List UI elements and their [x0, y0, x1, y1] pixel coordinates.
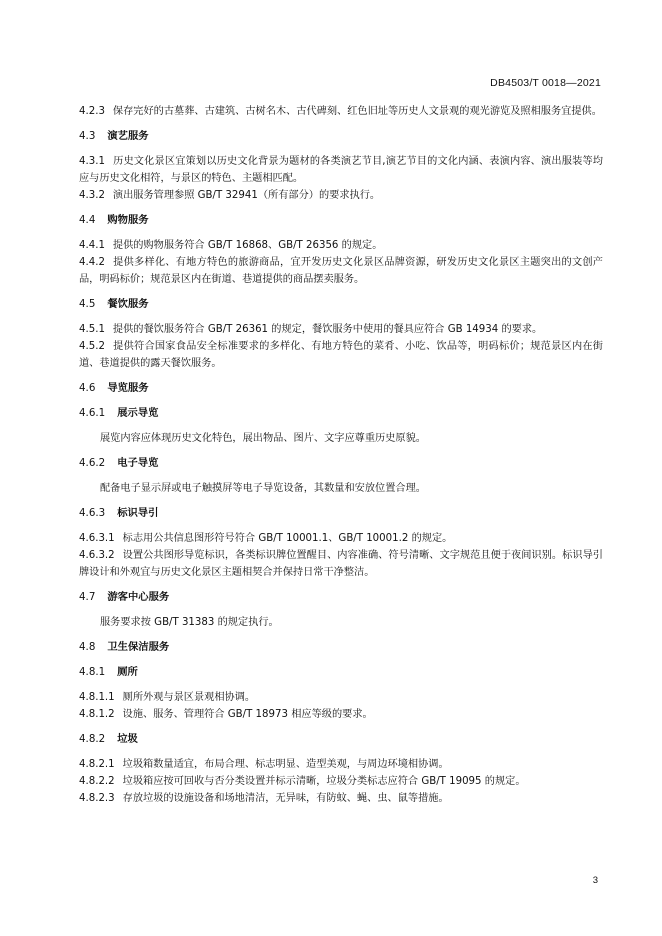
paragraph [79, 430, 603, 447]
clause-number: 4.6.3.1 [79, 533, 115, 544]
clause-text: 游客中心服务 [107, 591, 170, 603]
clause-text: 购物服务 [107, 214, 149, 226]
clause-number: 4.4 [79, 214, 96, 226]
section-heading [79, 505, 603, 522]
clause-number: 4.4.1 [79, 240, 105, 251]
clause-text: 餐饮服务 [107, 298, 149, 310]
clause-text: 展示导览 [117, 407, 159, 419]
clause-text: 设置公共图形导览标识，各类标识牌位置醒目、内容准确、符号清晰、文字规范且便于夜间识别。标识导引牌设计和外观宜与历史文化景区主题相契合并保持日常干净整洁。 [79, 550, 603, 578]
clause-text: 演艺服务 [107, 130, 149, 142]
clause-number: 4.5.1 [79, 324, 105, 335]
clause [79, 187, 603, 204]
clause-text: 垃圾箱数量适宜，布局合理、标志明显、造型美观，与周边环境相协调。 [122, 759, 449, 770]
clause [79, 547, 603, 581]
clause-number: 4.8.2.3 [79, 793, 115, 804]
clause-number: 4.8.1.2 [79, 709, 115, 720]
clause-text: 标识导引 [117, 507, 159, 519]
clause-text: 提供多样化、有地方特色的旅游商品，宜开发历史文化景区品牌资源，研发历史文化景区主题突出的文创产品，明码标价；规范景区内在街道、巷道提供的商品摆卖服务。 [79, 257, 603, 285]
clause-number: 4.2.3 [79, 106, 105, 117]
document-body [79, 103, 603, 807]
clause-text: 卫生保洁服务 [107, 641, 170, 653]
clause-text: 历史文化景区宜策划以历史文化背景为题材的各类演艺节目,演艺节目的文化内涵、表演内容、演出服装等均应与历史文化相符，与景区的特色、主题相匹配。 [79, 156, 603, 184]
clause-text: 电子导览 [117, 457, 159, 469]
clause-number: 4.6.1 [79, 407, 106, 419]
paragraph [79, 614, 603, 631]
clause [79, 153, 603, 187]
clause-number: 4.8.1 [79, 666, 106, 678]
section-heading [79, 664, 603, 681]
clause [79, 237, 603, 254]
clause-text: 存放垃圾的设施设备和场地清洁，无异味，有防蚊、蝇、虫、鼠等措施。 [122, 793, 449, 804]
page-number: 3 [592, 875, 598, 886]
clause-number: 4.6.2 [79, 457, 106, 469]
section-heading [79, 128, 603, 145]
clause-number: 4.6.3 [79, 507, 106, 519]
clause-number: 4.5 [79, 298, 96, 310]
clause [79, 756, 603, 773]
clause-text: 垃圾 [117, 733, 138, 745]
clause-number: 4.3.1 [79, 156, 105, 167]
clause-text: 设施、服务、管理符合 GB/T 18973 相应等级的要求。 [122, 709, 373, 720]
clause-text: 演出服务管理参照 GB/T 32941（所有部分）的要求执行。 [112, 190, 381, 201]
clause-number: 4.5.2 [79, 341, 105, 352]
clause-text: 厕所外观与景区景观相协调。 [122, 692, 256, 703]
clause-text: 标志用公共信息图形符号符合 GB/T 10001.1、GB/T 10001.2 的规定。 [122, 533, 453, 544]
clause [79, 321, 603, 338]
clause-number: 4.3 [79, 130, 96, 142]
section-heading [79, 405, 603, 422]
clause-number: 4.8.2.1 [79, 759, 115, 770]
section-heading [79, 589, 603, 606]
section-heading [79, 455, 603, 472]
section-heading [79, 296, 603, 313]
clause-number: 4.6.3.2 [79, 550, 115, 561]
clause [79, 338, 603, 372]
clause [79, 254, 603, 288]
clause [79, 530, 603, 547]
clause-number: 4.8.1.1 [79, 692, 115, 703]
clause-text: 保存完好的古墓葬、古建筑、古树名木、古代碑刻、红色旧址等历史人文景观的观光游览及照相服务宜提供。 [112, 106, 602, 117]
clause-number: 4.8 [79, 641, 96, 653]
clause-number: 4.6 [79, 382, 96, 394]
clause [79, 790, 603, 807]
clause [79, 706, 603, 723]
clause-text: 展览内容应体现历史文化特色，展出物品、图片、文字应尊重历史原貌。 [100, 433, 426, 444]
clause-text: 导览服务 [107, 382, 149, 394]
clause-number: 4.8.2.2 [79, 776, 115, 787]
clause-text: 配备电子显示屏或电子触摸屏等电子导览设备，其数量和安放位置合理。 [100, 483, 426, 494]
section-heading [79, 639, 603, 656]
clause-number: 4.8.2 [79, 733, 106, 745]
clause [79, 773, 603, 790]
clause-number: 4.3.2 [79, 190, 105, 201]
clause-text: 提供的餐饮服务符合 GB/T 26361 的规定，餐饮服务中使用的餐具应符合 GB 14934 的要求。 [112, 324, 543, 335]
paragraph [79, 480, 603, 497]
clause-text: 提供的购物服务符合 GB/T 16868、GB/T 26356 的规定。 [112, 240, 383, 251]
clause-number: 4.7 [79, 591, 96, 603]
section-heading [79, 212, 603, 229]
clause-text: 垃圾箱应按可回收与否分类设置并标示清晰，垃圾分类标志应符合 GB/T 19095 的规定。 [122, 776, 526, 787]
section-heading [79, 380, 603, 397]
clause [79, 103, 603, 120]
clause-text: 提供符合国家食品安全标准要求的多样化、有地方特色的菜肴、小吃、饮品等，明码标价；规范景区内在街道、巷道提供的露天餐饮服务。 [79, 341, 603, 369]
clause [79, 689, 603, 706]
document-header-code: DB4503/T 0018—2021 [490, 77, 601, 89]
clause-text: 厕所 [117, 666, 138, 678]
clause-text: 服务要求按 GB/T 31383 的规定执行。 [100, 617, 279, 628]
clause-number: 4.4.2 [79, 257, 105, 268]
section-heading [79, 731, 603, 748]
